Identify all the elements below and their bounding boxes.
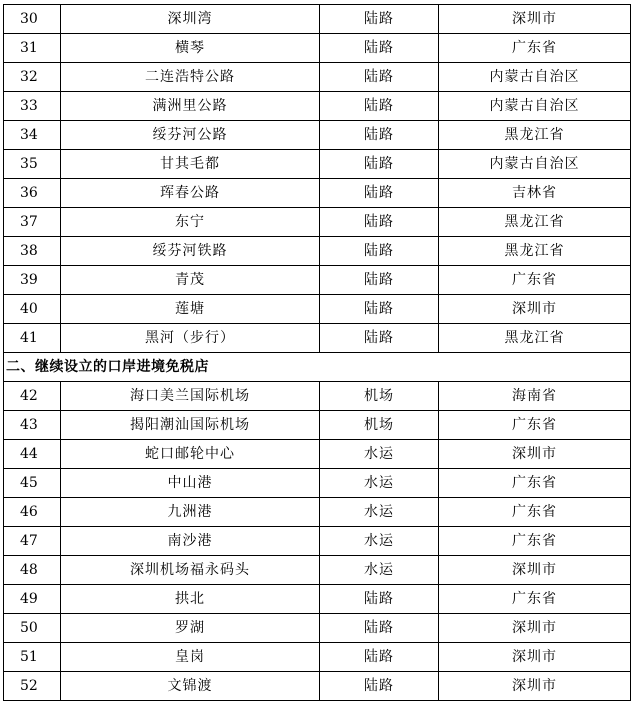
table-row (4, 237, 631, 266)
row-number-cell: 46 (4, 498, 61, 527)
region-cell: 深圳市 (439, 295, 631, 324)
table-row (4, 527, 631, 556)
row-number-cell: 48 (4, 556, 61, 585)
section-title: 二、继续设立的口岸进境免税店 (4, 353, 631, 382)
table-row (4, 208, 631, 237)
row-number-cell: 37 (4, 208, 61, 237)
section-heading-row (4, 353, 631, 382)
transport-mode-cell: 陆路 (320, 208, 439, 237)
port-name-cell: 二连浩特公路 (61, 63, 320, 92)
transport-mode-cell: 陆路 (320, 121, 439, 150)
region-cell: 深圳市 (439, 5, 631, 34)
port-name-cell: 绥芬河铁路 (61, 237, 320, 266)
table-row (4, 295, 631, 324)
table-row (4, 266, 631, 295)
region-cell: 深圳市 (439, 556, 631, 585)
region-cell: 内蒙古自治区 (439, 63, 631, 92)
transport-mode-cell: 陆路 (320, 34, 439, 63)
transport-mode-cell: 陆路 (320, 295, 439, 324)
transport-mode-cell: 陆路 (320, 92, 439, 121)
row-number-cell: 34 (4, 121, 61, 150)
transport-mode-cell: 陆路 (320, 179, 439, 208)
table-row (4, 5, 631, 34)
region-cell: 广东省 (439, 498, 631, 527)
row-number-cell: 43 (4, 411, 61, 440)
region-cell: 深圳市 (439, 440, 631, 469)
transport-mode-cell: 陆路 (320, 266, 439, 295)
region-cell: 内蒙古自治区 (439, 150, 631, 179)
port-name-cell: 绥芬河公路 (61, 121, 320, 150)
region-cell: 黑龙江省 (439, 324, 631, 353)
table-row (4, 382, 631, 411)
table-row (4, 440, 631, 469)
region-cell: 深圳市 (439, 672, 631, 701)
transport-mode-cell: 陆路 (320, 63, 439, 92)
table-body (4, 5, 631, 701)
region-cell: 黑龙江省 (439, 237, 631, 266)
transport-mode-cell: 陆路 (320, 150, 439, 179)
table-row (4, 469, 631, 498)
port-name-cell: 深圳湾 (61, 5, 320, 34)
row-number-cell: 49 (4, 585, 61, 614)
region-cell: 深圳市 (439, 614, 631, 643)
transport-mode-cell: 机场 (320, 411, 439, 440)
region-cell: 深圳市 (439, 643, 631, 672)
row-number-cell: 31 (4, 34, 61, 63)
transport-mode-cell: 陆路 (320, 324, 439, 353)
port-name-cell: 黑河（步行） (61, 324, 320, 353)
transport-mode-cell: 陆路 (320, 672, 439, 701)
port-name-cell: 莲塘 (61, 295, 320, 324)
transport-mode-cell: 陆路 (320, 643, 439, 672)
row-number-cell: 50 (4, 614, 61, 643)
region-cell: 广东省 (439, 527, 631, 556)
transport-mode-cell: 水运 (320, 556, 439, 585)
port-name-cell: 中山港 (61, 469, 320, 498)
port-name-cell: 罗湖 (61, 614, 320, 643)
port-name-cell: 拱北 (61, 585, 320, 614)
port-name-cell: 九洲港 (61, 498, 320, 527)
row-number-cell: 47 (4, 527, 61, 556)
row-number-cell: 36 (4, 179, 61, 208)
region-cell: 海南省 (439, 382, 631, 411)
table-row (4, 672, 631, 701)
region-cell: 广东省 (439, 469, 631, 498)
row-number-cell: 33 (4, 92, 61, 121)
table-row (4, 498, 631, 527)
row-number-cell: 35 (4, 150, 61, 179)
region-cell: 吉林省 (439, 179, 631, 208)
port-name-cell: 深圳机场福永码头 (61, 556, 320, 585)
port-name-cell: 珲春公路 (61, 179, 320, 208)
region-cell: 内蒙古自治区 (439, 92, 631, 121)
table-row (4, 614, 631, 643)
table-row (4, 92, 631, 121)
region-cell: 广东省 (439, 411, 631, 440)
transport-mode-cell: 水运 (320, 440, 439, 469)
port-name-cell: 海口美兰国际机场 (61, 382, 320, 411)
transport-mode-cell: 水运 (320, 527, 439, 556)
table-row (4, 34, 631, 63)
row-number-cell: 41 (4, 324, 61, 353)
region-cell: 黑龙江省 (439, 121, 631, 150)
row-number-cell: 51 (4, 643, 61, 672)
port-name-cell: 揭阳潮汕国际机场 (61, 411, 320, 440)
row-number-cell: 40 (4, 295, 61, 324)
transport-mode-cell: 陆路 (320, 614, 439, 643)
row-number-cell: 39 (4, 266, 61, 295)
row-number-cell: 32 (4, 63, 61, 92)
table-row (4, 150, 631, 179)
row-number-cell: 30 (4, 5, 61, 34)
row-number-cell: 44 (4, 440, 61, 469)
row-number-cell: 38 (4, 237, 61, 266)
port-name-cell: 蛇口邮轮中心 (61, 440, 320, 469)
table-row (4, 63, 631, 92)
region-cell: 广东省 (439, 34, 631, 63)
table-row (4, 411, 631, 440)
row-number-cell: 52 (4, 672, 61, 701)
port-name-cell: 青茂 (61, 266, 320, 295)
table-row (4, 121, 631, 150)
transport-mode-cell: 陆路 (320, 237, 439, 266)
port-name-cell: 横琴 (61, 34, 320, 63)
region-cell: 黑龙江省 (439, 208, 631, 237)
transport-mode-cell: 陆路 (320, 5, 439, 34)
port-name-cell: 甘其毛都 (61, 150, 320, 179)
port-name-cell: 满洲里公路 (61, 92, 320, 121)
row-number-cell: 45 (4, 469, 61, 498)
duty-free-shop-table (3, 4, 631, 701)
table-row (4, 179, 631, 208)
port-name-cell: 东宁 (61, 208, 320, 237)
table-row (4, 643, 631, 672)
table-row (4, 324, 631, 353)
region-cell: 广东省 (439, 585, 631, 614)
transport-mode-cell: 水运 (320, 469, 439, 498)
table-row (4, 585, 631, 614)
region-cell: 广东省 (439, 266, 631, 295)
port-name-cell: 南沙港 (61, 527, 320, 556)
transport-mode-cell: 陆路 (320, 585, 439, 614)
transport-mode-cell: 机场 (320, 382, 439, 411)
table-row (4, 556, 631, 585)
row-number-cell: 42 (4, 382, 61, 411)
transport-mode-cell: 水运 (320, 498, 439, 527)
port-name-cell: 皇岗 (61, 643, 320, 672)
port-name-cell: 文锦渡 (61, 672, 320, 701)
